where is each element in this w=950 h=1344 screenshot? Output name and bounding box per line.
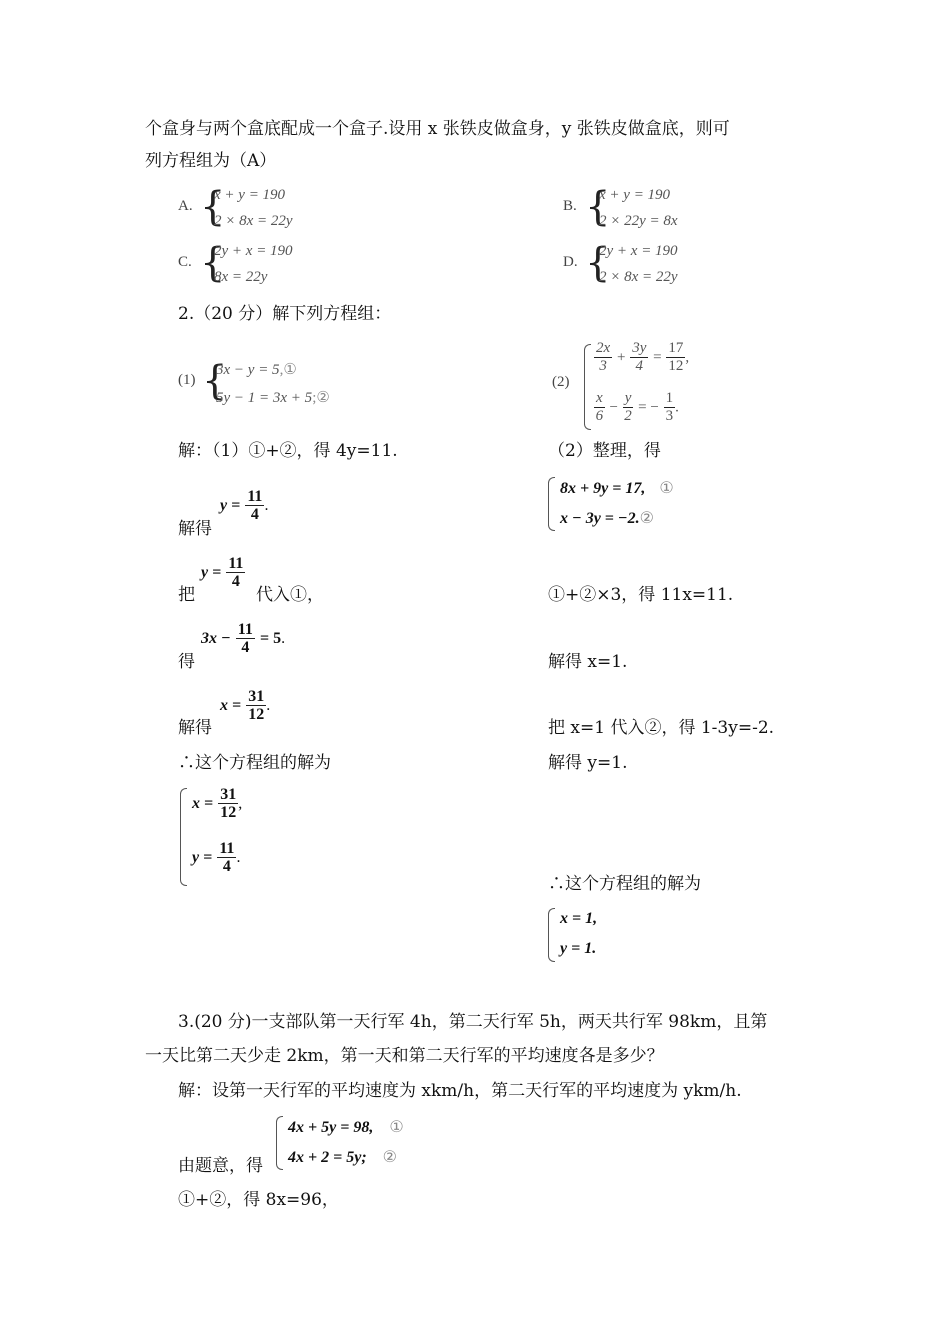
q2-right-step-5: 解得 y=1. <box>548 753 628 773</box>
q2-right-conclusion: ∴这个方程组的解为 <box>548 874 701 894</box>
q2-right-step-3: 解得 x=1. <box>548 652 628 672</box>
intro-line-1: 个盒身与两个盒底配成一个盒子.设用 x 张铁皮做盒身，y 张铁皮做盒底，则可 <box>145 119 730 139</box>
q2-heading: 2.（20 分）解下列方程组： <box>178 304 392 324</box>
intro-line-2: 列方程组为（A） <box>145 151 277 171</box>
q2-left-step-4-pre: 得 <box>178 652 195 672</box>
q2-left-conclusion: ∴这个方程组的解为 <box>178 753 331 773</box>
q3-line-4: 由题意，得 <box>178 1156 263 1176</box>
q2-left-step-1: 解：（1）①+②，得 4y=11. <box>178 441 398 461</box>
q3-line-2: 一天比第二天少走 2km，第一天和第二天行军的平均速度各是多少？ <box>145 1046 664 1066</box>
q2-right-step-1: （2）整理，得 <box>548 441 661 461</box>
q2-left-step-5-pre: 解得 <box>178 718 212 738</box>
q2-left-step-4-eq: 3x − $\frac{11}{4}$ = 5. <box>201 621 286 656</box>
q2-right-step-2: ①+②×3，得 11x=11. <box>548 585 734 605</box>
q3-line-3: 解：设第一天行军的平均速度为 xkm/h，第二天行军的平均速度为 ykm/h. <box>178 1081 742 1101</box>
q2-left-step-3-post: 代入①， <box>256 585 324 605</box>
q2-left-step-3-pre: 把 <box>178 585 195 605</box>
q2-left-step-2-eq: y = $\frac{11}{4}$ . <box>220 488 269 523</box>
q2-left-step-2-pre: 解得 <box>178 519 212 539</box>
q2-right-step-4: 把 x=1 代入②，得 1-3y=-2. <box>548 718 775 738</box>
q2-left-step-5-eq: x = $\frac{31}{12}$ . <box>220 688 271 723</box>
q3-line-5: ①+②，得 8x=96， <box>178 1190 339 1210</box>
q2-left-step-3-eq: y = $\frac{11}{4}$ <box>201 555 244 590</box>
q3-line-1: 3.(20 分)一支部队第一天行军 4h，第二天行军 5h，两天共行军 98km，且第 <box>178 1012 768 1032</box>
